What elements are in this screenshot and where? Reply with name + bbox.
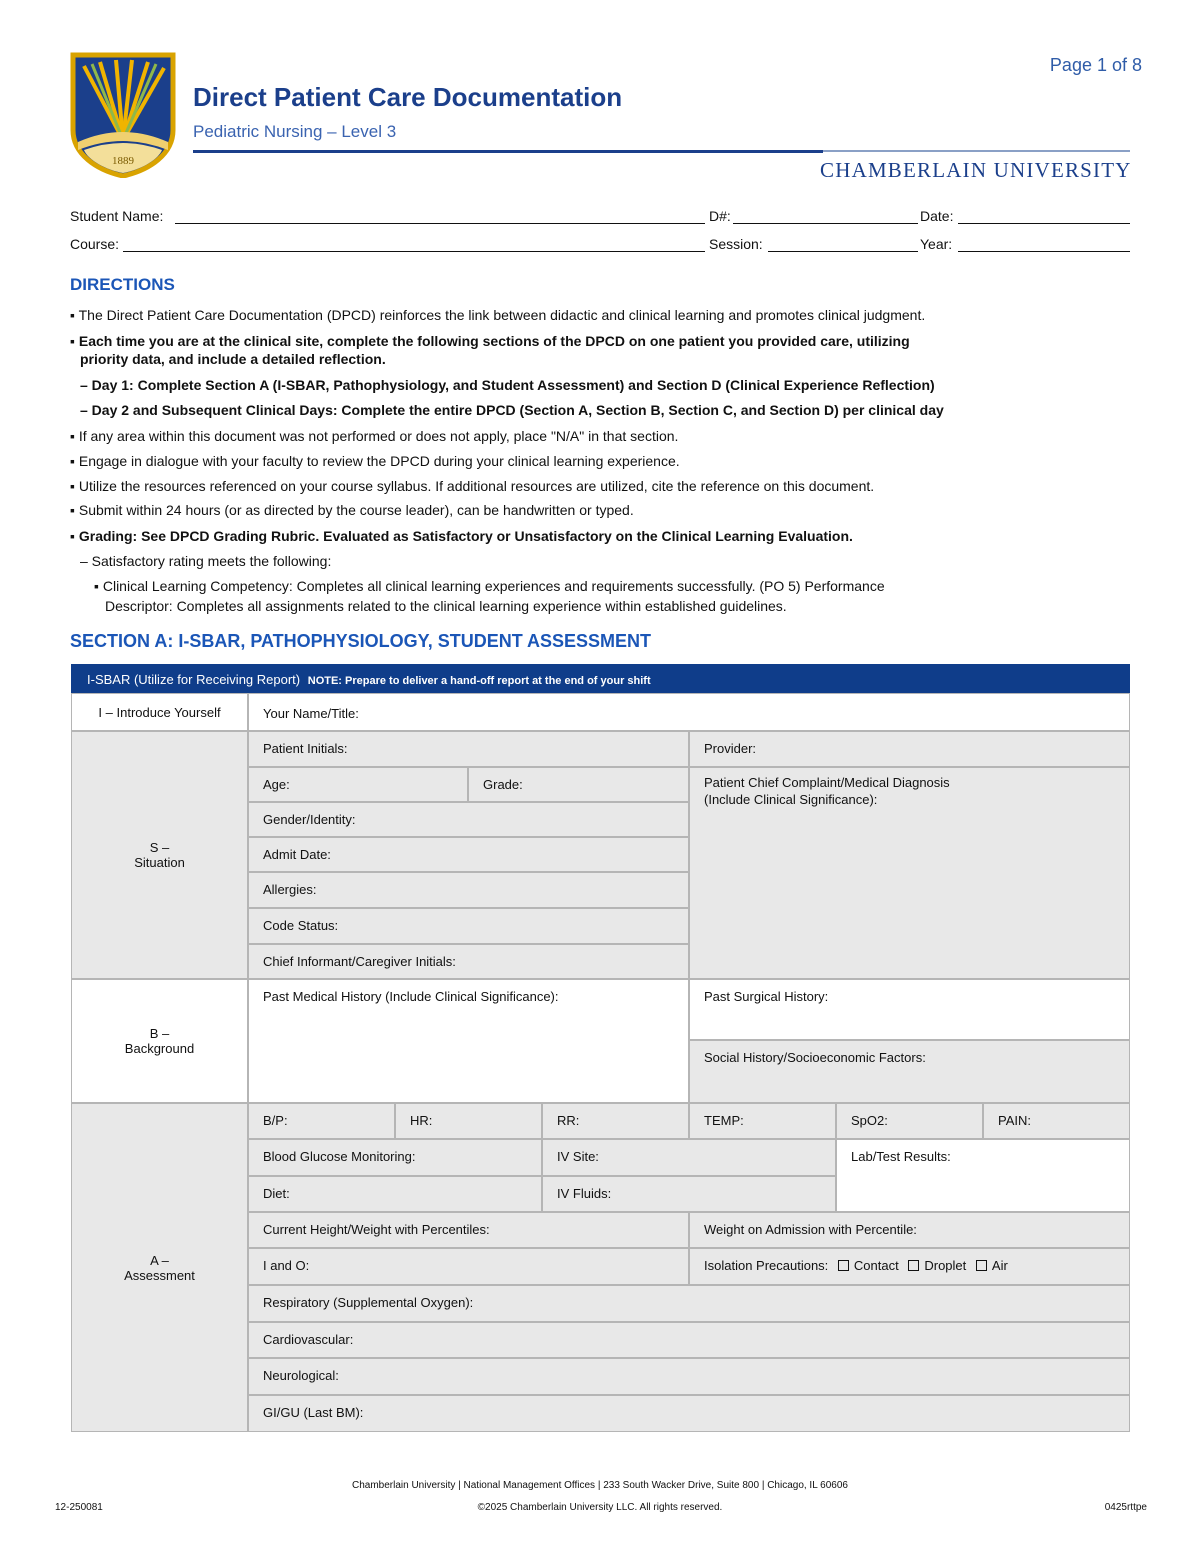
direction-line: priority data, and include a detailed reflection. — [80, 351, 386, 367]
social-history-field[interactable] — [689, 1040, 1130, 1103]
lab-test-results-label: Lab/Test Results: — [851, 1149, 951, 1164]
lab-test-results-field[interactable] — [836, 1139, 1130, 1212]
situation-label-letter: S – — [149, 840, 170, 855]
direction-line: ▪ Clinical Learning Competency: Completes all clinical learning experiences and requirements successfully. (PO 5) Performance — [94, 578, 885, 594]
student-name-field[interactable] — [175, 208, 705, 224]
provider-label: Provider: — [704, 741, 757, 756]
past-medical-history-label: Past Medical History (Include Clinical Significance): — [263, 989, 559, 1004]
university-wordmark: CHAMBERLAIN UNIVERSITY — [820, 158, 1132, 182]
iv-site-field[interactable] — [542, 1139, 836, 1176]
direction-line: Descriptor: Completes all assignments related to the clinical learning experience within established guidelines. — [105, 598, 787, 614]
spo2-field[interactable] — [836, 1103, 983, 1139]
introduce-label-text: I – Introduce Yourself — [98, 704, 221, 720]
direction-line: ▪ Engage in dialogue with your faculty to review the DPCD during your clinical learning experience. — [70, 453, 680, 469]
d-number-field[interactable] — [733, 208, 918, 224]
temp-field[interactable] — [689, 1103, 836, 1139]
university-logo — [70, 52, 176, 178]
assessment-row-label — [71, 1103, 248, 1432]
isolation-precautions-field — [689, 1248, 1130, 1285]
weight-admission-field[interactable] — [689, 1212, 1130, 1248]
direction-line: ▪ Submit within 24 hours (or as directed by the course leader), can be handwritten or typed. — [70, 502, 634, 518]
direction-line: ▪ Each time you are at the clinical site, complete the following sections of the DPCD on one patient you provided care, utilizing — [70, 333, 910, 349]
direction-line: – Satisfactory rating meets the following: — [80, 553, 332, 569]
air-checkbox-label: Air — [991, 1258, 1008, 1273]
social-history-label: Social History/Socioeconomic Factors: — [704, 1050, 926, 1065]
header-rule — [193, 150, 823, 153]
i-and-o-label: I and O: — [263, 1258, 310, 1273]
d-number-label: D#: — [709, 208, 731, 224]
session-label: Session: — [709, 236, 763, 252]
directions-heading: DIRECTIONS — [70, 275, 175, 294]
chief-complaint-sublabel: (Include Clinical Significance): — [704, 792, 878, 807]
grade-field[interactable] — [468, 767, 689, 802]
chief-informant-label: Chief Informant/Caregiver Initials: — [263, 954, 456, 969]
direction-line: ▪ If any area within this document was not performed or does not apply, place "N/A" in that section. — [70, 428, 679, 444]
direction-line: – Day 2 and Subsequent Clinical Days: Complete the entire DPCD (Section A, Section B, Section C, and Section D) per clinical day — [80, 402, 944, 418]
pain-field[interactable] — [983, 1103, 1130, 1139]
respiratory-label: Respiratory (Supplemental Oxygen): — [263, 1295, 474, 1310]
iv-fluids-field[interactable] — [542, 1176, 836, 1212]
patient-initials-field[interactable] — [248, 731, 689, 767]
i-and-o-field[interactable] — [248, 1248, 689, 1285]
assessment-label-letter: A – — [150, 1252, 169, 1268]
chief-informant-field[interactable] — [248, 944, 689, 979]
document-title: Direct Patient Care Documentation — [193, 82, 623, 112]
isolation-precautions-label: Isolation Precautions: — [704, 1258, 829, 1273]
droplet-checkbox-label: Droplet — [924, 1258, 967, 1273]
student-name-label: Student Name: — [70, 208, 164, 224]
past-medical-history-field[interactable] — [248, 979, 689, 1103]
cardiovascular-label: Cardiovascular: — [263, 1332, 354, 1347]
iv-fluids-label: IV Fluids: — [557, 1186, 612, 1201]
gi-gu-label: GI/GU (Last BM): — [263, 1405, 364, 1420]
allergies-field[interactable] — [248, 872, 689, 908]
footer-address: Chamberlain University | National Management Offices | 233 South Wacker Drive, Suite 800 | Chicago, IL 60606 — [351, 1480, 848, 1491]
direction-line: ▪ Utilize the resources referenced on your course syllabus. If additional resources are utilized, cite the reference on this document. — [70, 478, 875, 494]
neurological-label: Neurological: — [263, 1368, 339, 1383]
gender-identity-field[interactable] — [248, 802, 689, 837]
session-field[interactable] — [768, 236, 918, 252]
year-label: Year: — [920, 236, 953, 252]
spo2-label: SpO2: — [851, 1113, 888, 1128]
provider-field[interactable] — [689, 731, 1130, 767]
background-row-label — [71, 979, 248, 1103]
allergies-label: Allergies: — [263, 882, 317, 897]
gender-identity-label: Gender/Identity: — [263, 812, 356, 827]
bp-label: B/P: — [263, 1113, 288, 1128]
course-label: Course: — [70, 236, 120, 252]
date-field[interactable] — [958, 208, 1130, 224]
chief-complaint-label: Patient Chief Complaint/Medical Diagnosis — [704, 775, 950, 790]
situation-row-label — [71, 731, 248, 979]
droplet-checkbox[interactable] — [908, 1260, 919, 1271]
admit-date-label: Admit Date: — [263, 847, 331, 862]
your-name-title-field[interactable] — [248, 693, 1130, 731]
introduce-row-label — [71, 693, 248, 731]
situation-label-word: Situation — [134, 855, 185, 870]
svg-text:1889: 1889 — [112, 155, 134, 167]
past-surgical-history-label: Past Surgical History: — [704, 989, 829, 1004]
gi-gu-field[interactable] — [248, 1395, 1130, 1432]
rr-field[interactable] — [542, 1103, 689, 1139]
hr-label: HR: — [410, 1113, 433, 1128]
respiratory-field[interactable] — [248, 1285, 1130, 1322]
chief-complaint-field[interactable] — [689, 767, 1130, 979]
direction-line: ▪ Grading: See DPCD Grading Rubric. Evaluated as Satisfactory or Unsatisfactory on the Clinical Learning Evaluation. — [70, 528, 853, 544]
age-label: Age: — [263, 777, 290, 792]
air-checkbox[interactable] — [976, 1260, 987, 1271]
footer-copyright: ©2025 Chamberlain University LLC. All rights reserved. — [477, 1502, 723, 1513]
background-label-letter: B – — [149, 1026, 170, 1041]
contact-checkbox[interactable] — [838, 1260, 849, 1271]
diet-label: Diet: — [263, 1186, 290, 1201]
bp-field[interactable] — [248, 1103, 395, 1139]
footer-revision-code: 0425rttpe — [1104, 1502, 1147, 1513]
document-subtitle: Pediatric Nursing – Level 3 — [193, 122, 397, 141]
header-rule-right — [823, 150, 1130, 152]
age-field[interactable] — [248, 767, 468, 802]
grade-label: Grade: — [483, 777, 523, 792]
cardiovascular-field[interactable] — [248, 1322, 1130, 1358]
neurological-field[interactable] — [248, 1358, 1130, 1395]
height-weight-field[interactable] — [248, 1212, 689, 1248]
direction-line: ▪ The Direct Patient Care Documentation (DPCD) reinforces the link between didactic and clinical learning and promotes clinical judgment. — [70, 307, 926, 323]
iv-site-label: IV Site: — [557, 1149, 599, 1164]
isbar-table-header — [71, 664, 1130, 693]
code-status-label: Code Status: — [263, 918, 339, 933]
direction-line: – Day 1: Complete Section A (I-SBAR, Pathophysiology, and Student Assessment) and Section D (Clinical Experience Reflection) — [80, 377, 935, 393]
year-field[interactable] — [958, 236, 1130, 252]
pain-label: PAIN: — [998, 1113, 1031, 1128]
background-label-word: Background — [124, 1041, 195, 1056]
past-surgical-history-field[interactable] — [689, 979, 1130, 1040]
page-indicator: Page 1 of 8 — [1049, 55, 1142, 75]
admit-date-field[interactable] — [248, 837, 689, 872]
footer-document-code: 12-250081 — [55, 1502, 103, 1513]
section-a-heading: SECTION A: I-SBAR, PATHOPHYSIOLOGY, STUDENT ASSESSMENT — [70, 631, 652, 651]
weight-admission-label: Weight on Admission with Percentile: — [704, 1222, 917, 1237]
rr-label: RR: — [557, 1113, 580, 1128]
diet-field[interactable] — [248, 1176, 542, 1212]
date-label: Date: — [920, 208, 954, 224]
blood-glucose-field[interactable] — [248, 1139, 542, 1176]
isbar-header-label: I-SBAR (Utilize for Receiving Report) — [87, 672, 301, 687]
temp-label: TEMP: — [704, 1113, 744, 1128]
contact-checkbox-label: Contact — [853, 1258, 899, 1273]
blood-glucose-label: Blood Glucose Monitoring: — [263, 1149, 416, 1164]
course-field[interactable] — [123, 236, 705, 252]
patient-initials-label: Patient Initials: — [263, 741, 348, 756]
your-name-title-label: Your Name/Title: — [263, 706, 359, 721]
height-weight-label: Current Height/Weight with Percentiles: — [263, 1222, 490, 1237]
code-status-field[interactable] — [248, 908, 689, 944]
isbar-header-note: NOTE: Prepare to deliver a hand-off report at the end of your shift — [307, 675, 651, 687]
hr-field[interactable] — [395, 1103, 542, 1139]
assessment-label-word: Assessment — [124, 1267, 195, 1283]
